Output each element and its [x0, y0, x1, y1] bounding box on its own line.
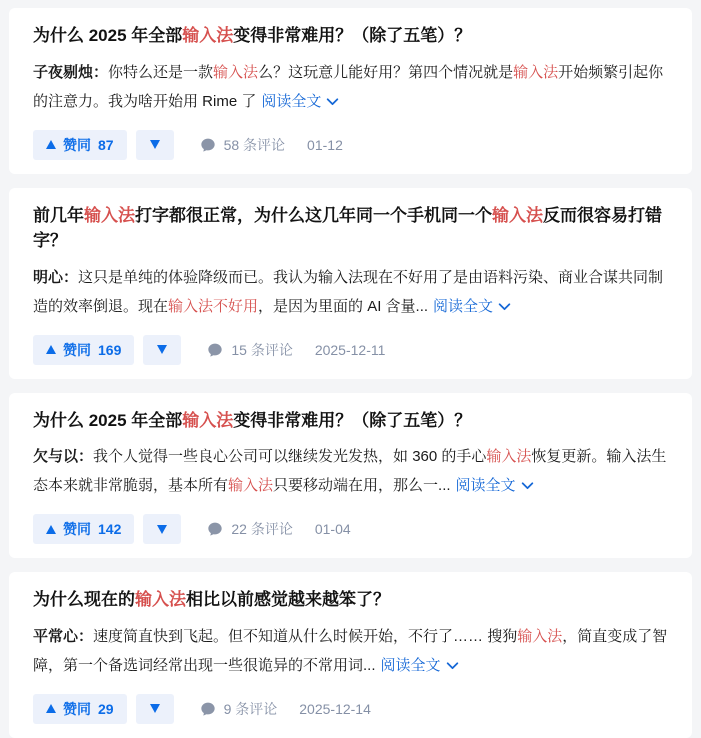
comments-link[interactable] [207, 340, 292, 360]
post-title[interactable] [33, 408, 670, 434]
upvote-triangle-icon [46, 525, 56, 534]
post-date: 2025-12-14 [299, 700, 371, 717]
highlighted-keyword: 输入法 [492, 205, 543, 225]
comment-icon [207, 521, 223, 537]
read-full-label: 阅读全文 [433, 297, 494, 315]
highlighted-keyword: 输入法 [513, 63, 559, 81]
author-colon: ： [78, 448, 94, 465]
post-card [9, 572, 692, 738]
post-excerpt [33, 622, 670, 680]
author-name[interactable]: 子夜剔烛 [33, 63, 94, 81]
upvote-triangle-icon [46, 140, 56, 149]
title-segment: 打字都很正常，为什么这几年同一个手机同一个 [135, 205, 492, 225]
chevron-down-icon [446, 661, 459, 671]
excerpt-segment: 只要移动端在用，那么一... [273, 477, 451, 494]
downvote-button[interactable] [136, 130, 174, 160]
author-name[interactable]: 明心 [33, 268, 64, 286]
title-segment: 前几年 [33, 205, 84, 225]
post-excerpt [33, 263, 670, 321]
comments-link[interactable] [207, 519, 292, 539]
author-colon: ： [63, 268, 79, 286]
comments-link[interactable] [200, 699, 278, 719]
post-excerpt [33, 442, 670, 500]
post-title[interactable] [33, 203, 670, 254]
excerpt-segment: 恢复更新。输入法生态本来就非常脆弱，基本所有 [33, 448, 667, 494]
upvote-count: 29 [98, 700, 114, 717]
upvote-count: 169 [98, 341, 122, 358]
read-full-link[interactable] [261, 93, 339, 110]
post-actions [33, 335, 670, 365]
excerpt-segment: 么？这玩意儿能好用？第四个情况就是 [258, 63, 514, 81]
upvote-button[interactable] [33, 694, 127, 724]
comment-icon [200, 137, 216, 153]
post-actions [33, 514, 670, 544]
post-title[interactable] [33, 587, 670, 613]
upvote-button[interactable] [33, 335, 134, 365]
upvote-triangle-icon [46, 704, 56, 713]
read-full-link[interactable] [456, 477, 534, 494]
post-card [9, 393, 692, 559]
title-segment: 反而很容易打错字？ [33, 205, 662, 250]
upvote-label: 赞同 [63, 700, 91, 717]
excerpt-segment: 速度简直快到飞起。但不知道从什么时候开始，不行了…… 搜狗 [93, 627, 518, 645]
post-actions [33, 694, 670, 724]
title-segment: 相比以前感觉越来越笨了？ [186, 590, 390, 609]
title-segment: 变得非常难用？（除了五笔）？ [233, 26, 472, 45]
highlighted-keyword: 输入法 [182, 410, 234, 430]
chevron-down-icon [326, 97, 339, 107]
downvote-triangle-icon [150, 704, 160, 713]
upvote-button[interactable] [33, 130, 127, 160]
excerpt-segment: ，是因为里面的 AI 含量... [258, 297, 429, 315]
highlighted-keyword: 输入法不好用 [168, 297, 259, 315]
upvote-label: 赞同 [63, 341, 91, 358]
downvote-triangle-icon [150, 140, 160, 149]
post-date: 01-04 [314, 521, 351, 537]
post-card [9, 188, 692, 379]
upvote-label: 赞同 [63, 521, 91, 537]
comments-count: 15 条评论 [231, 341, 293, 358]
chevron-down-icon [498, 302, 511, 312]
highlighted-keyword: 输入法 [517, 627, 563, 645]
comments-count: 22 条评论 [231, 521, 293, 537]
comments-count: 58 条评论 [223, 136, 286, 153]
upvote-label: 赞同 [63, 136, 91, 153]
title-segment: 变得非常难用？（除了五笔）？ [233, 410, 472, 430]
upvote-triangle-icon [46, 345, 56, 354]
author-name[interactable]: 欠与以 [33, 448, 79, 465]
post-excerpt [33, 58, 670, 116]
comments-count: 9 条评论 [223, 700, 278, 717]
highlighted-keyword: 输入法 [213, 63, 259, 81]
post-card [9, 8, 692, 174]
highlighted-keyword: 输入法 [228, 477, 274, 494]
comment-icon [207, 342, 223, 358]
comment-icon [200, 701, 216, 717]
author-colon: ： [78, 627, 94, 645]
excerpt-segment: 我个人觉得一些良心公司可以继续发光发热，如 360 的手心 [93, 448, 487, 465]
upvote-button[interactable] [33, 514, 134, 544]
downvote-button[interactable] [143, 335, 181, 365]
excerpt-segment: ，简直变成了智障，第一个备选词经常出现一些很诡异的不常用词... [33, 627, 668, 674]
author-colon: ： [93, 63, 109, 81]
excerpt-segment: 开始频繁引起你的注意力。我为啥开始用 Rime 了 [33, 63, 664, 110]
highlighted-keyword: 输入法 [486, 448, 532, 465]
comments-link[interactable] [200, 135, 285, 155]
excerpt-segment: 这只是单纯的体验降级而已。我认为输入法现在不好用了是由语料污染、商业合谋共同制造的效率倒退。现在 [33, 268, 664, 315]
read-full-link[interactable] [381, 657, 459, 674]
author-name[interactable]: 平常心 [33, 627, 79, 645]
post-title[interactable] [33, 23, 670, 49]
upvote-count: 142 [98, 521, 122, 537]
title-segment: 为什么 2025 年全部 [33, 26, 183, 45]
read-full-label: 阅读全文 [455, 477, 516, 494]
post-date: 01-12 [307, 136, 343, 153]
read-full-link[interactable] [433, 298, 511, 315]
downvote-button[interactable] [136, 694, 174, 724]
highlighted-keyword: 输入法 [135, 590, 186, 609]
read-full-label: 阅读全文 [380, 656, 441, 674]
downvote-triangle-icon [157, 525, 167, 534]
search-results-list [9, 8, 692, 738]
downvote-button[interactable] [143, 514, 181, 544]
highlighted-keyword: 输入法 [182, 26, 234, 45]
excerpt-segment: 你特么还是一款 [108, 63, 214, 81]
title-segment: 为什么 2025 年全部 [33, 410, 183, 430]
post-date: 2025-12-11 [314, 341, 386, 358]
chevron-down-icon [521, 481, 534, 491]
post-actions [33, 130, 670, 160]
highlighted-keyword: 输入法 [84, 205, 135, 225]
upvote-count: 87 [98, 136, 114, 153]
title-segment: 为什么现在的 [33, 590, 135, 609]
downvote-triangle-icon [157, 345, 167, 354]
read-full-label: 阅读全文 [261, 92, 322, 110]
